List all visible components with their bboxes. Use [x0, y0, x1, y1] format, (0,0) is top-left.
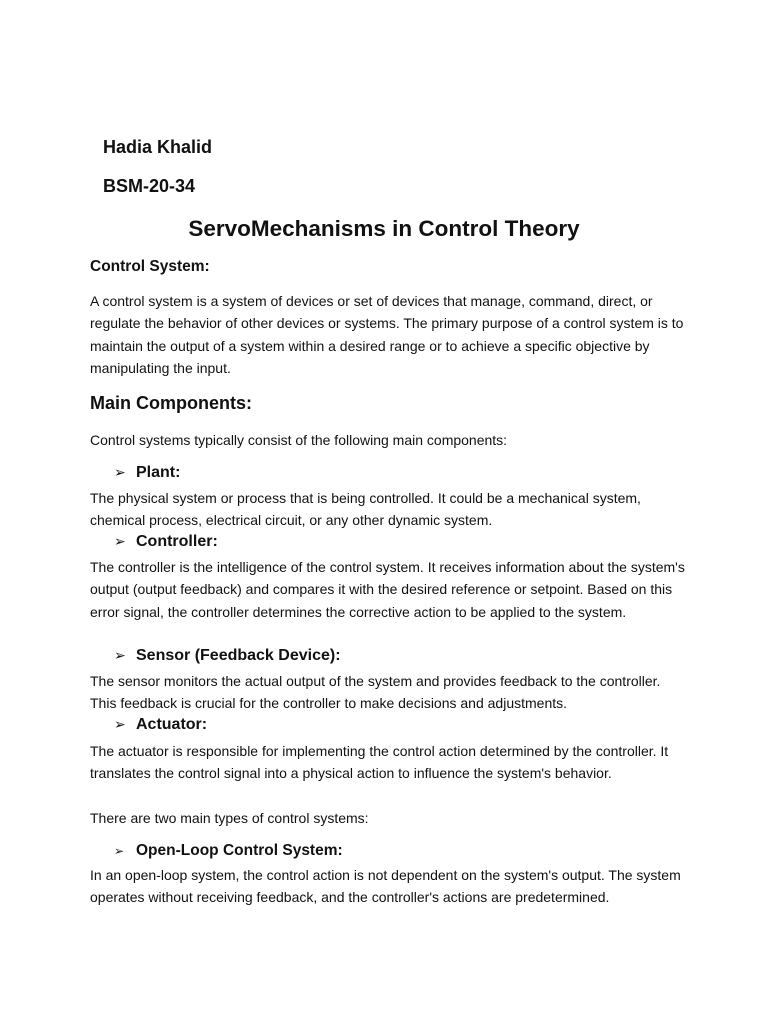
component-plant-text: The physical system or process that is being controlled. It could be a mechanical system, chemical process, electrical circuit, or any other dynamic system. [90, 490, 641, 529]
component-label: Sensor (Feedback Device): [136, 647, 341, 664]
document-title: ServoMechanisms in Control Theory [188, 216, 580, 241]
arrowhead-bullet-icon: ➢ [114, 844, 125, 858]
component-actuator-text: The actuator is responsible for implementing the control action determined by the controller. It translates the control signal into a physical action to influence the system's behavior. [90, 743, 669, 782]
arrowhead-bullet-icon: ➢ [114, 534, 126, 550]
component-plant-heading [114, 464, 180, 482]
component-label: Actuator: [136, 716, 208, 733]
author-name: Hadia Khalid [103, 137, 213, 157]
arrowhead-bullet-icon: ➢ [114, 648, 126, 664]
component-controller-text: The controller is the intelligence of the control system. It receives information about the system's output (output feedback) and compares it with the desired reference or setpoint. Based on this error signal, the controller determines the corrective action to be applied to the system. [90, 559, 685, 620]
component-label: Controller: [136, 533, 218, 550]
author-id: BSM-20-34 [103, 176, 196, 196]
control-system-heading: Control System: [90, 258, 210, 275]
main-components-intro: Control systems typically consist of the following main components: [90, 432, 508, 448]
component-sensor-heading [114, 647, 341, 665]
component-sensor-text: The sensor monitors the actual output of the system and provides feedback to the controller. This feedback is crucial for the controller to make decisions and adjustments. [90, 673, 661, 712]
arrowhead-bullet-icon: ➢ [114, 717, 126, 733]
component-controller-heading [114, 533, 218, 551]
control-system-paragraph: A control system is a system of devices or set of devices that manage, command, direct, or regulate the behavior of other devices or systems. The primary purpose of a control system is to maintain the output of a system within a desired range or to achieve a specific objective by manipulating the input. [90, 293, 684, 376]
main-components-heading: Main Components: [90, 393, 252, 413]
arrowhead-bullet-icon: ➢ [114, 465, 126, 481]
types-intro: There are two main types of control systems: [90, 810, 369, 826]
component-actuator-heading [114, 716, 207, 734]
type-open-loop-text: In an open-loop system, the control action is not dependent on the system's output. The system operates without receiving feedback, and the controller's actions are predetermined. [90, 867, 681, 906]
type-open-loop-heading [114, 842, 343, 860]
component-label: Plant: [136, 464, 181, 481]
type-label: Open-Loop Control System: [136, 842, 343, 859]
